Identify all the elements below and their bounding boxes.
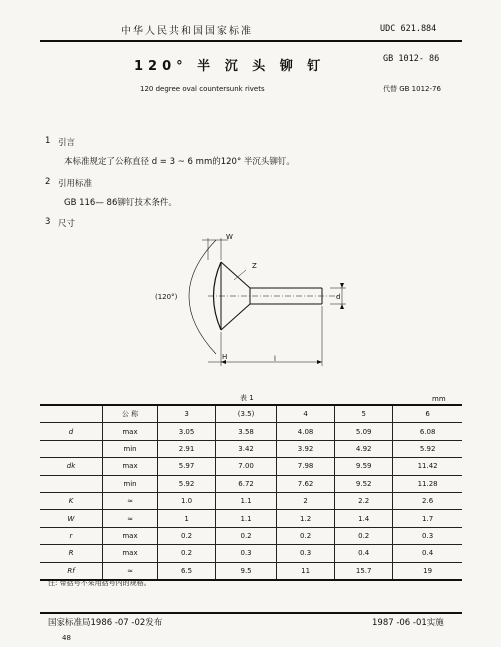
effective-date: 1987 -06 -01实施 bbox=[372, 618, 444, 628]
org-name: 中华人民共和国国家标准 bbox=[121, 26, 253, 37]
table-row: Rf ≈ 6.5 9.5 11 15.7 19 bbox=[40, 562, 462, 580]
table-row: K ≈ 1.0 1.1 2 2.2 2.6 bbox=[40, 492, 462, 509]
table-row: min 2.91 3.42 3.92 4.92 5.92 bbox=[40, 440, 462, 457]
table-row: d max 3.05 3.58 4.08 5.09 6.08 bbox=[40, 423, 462, 440]
label-h: H bbox=[222, 353, 228, 361]
section-1-heading: 引言 bbox=[58, 138, 76, 148]
section-2-number: 2 bbox=[45, 177, 51, 187]
page-title: 120° 半 沉 头 铆 钉 bbox=[134, 59, 326, 74]
section-3-heading: 尺寸 bbox=[58, 219, 76, 229]
footer-rule bbox=[40, 612, 462, 614]
rivet-drawing bbox=[168, 228, 358, 378]
section-1-number: 1 bbox=[45, 136, 51, 146]
angle-label: (120°) bbox=[155, 293, 178, 301]
section-3-number: 3 bbox=[45, 217, 51, 227]
table-caption: 表 1 bbox=[240, 394, 254, 402]
replaces-note: 代替 GB 1012-76 bbox=[383, 85, 441, 93]
table-note: 注: 带括号不采用括号内的规格。 bbox=[48, 579, 151, 587]
table-row: r max 0.2 0.2 0.2 0.2 0.3 bbox=[40, 527, 462, 544]
label-w: W bbox=[226, 233, 233, 241]
table-row: dk max 5.97 7.00 7.98 9.59 11.42 bbox=[40, 458, 462, 475]
udc-number: UDC 621.884 bbox=[380, 24, 437, 34]
dimension-table bbox=[40, 404, 462, 581]
gb-number: GB 1012- 86 bbox=[383, 54, 440, 64]
english-subtitle: 120 degree oval countersunk rivets bbox=[140, 85, 265, 93]
label-z: Z bbox=[252, 262, 257, 270]
section-2-heading: 引用标准 bbox=[58, 179, 93, 189]
page-number: 48 bbox=[62, 634, 71, 642]
table-row: W ≈ 1 1.1 1.2 1.4 1.7 bbox=[40, 510, 462, 527]
header-rule bbox=[40, 40, 462, 42]
table-row: min 5.92 6.72 7.62 9.52 11.28 bbox=[40, 475, 462, 492]
issue-date: 国家标准局1986 -07 -02发布 bbox=[48, 618, 163, 628]
table-unit: mm bbox=[432, 395, 446, 403]
label-l: l bbox=[274, 355, 276, 363]
label-d: d bbox=[336, 293, 341, 301]
table-row: 公 称 3 (3.5) 4 5 6 bbox=[40, 405, 462, 423]
section-1-body: 本标准规定了公称直径 d = 3 ~ 6 mm的120° 半沉头铆钉。 bbox=[64, 157, 295, 167]
section-2-body: GB 116— 86铆钉技术条件。 bbox=[64, 198, 177, 208]
table-row: R max 0.2 0.3 0.3 0.4 0.4 bbox=[40, 545, 462, 562]
